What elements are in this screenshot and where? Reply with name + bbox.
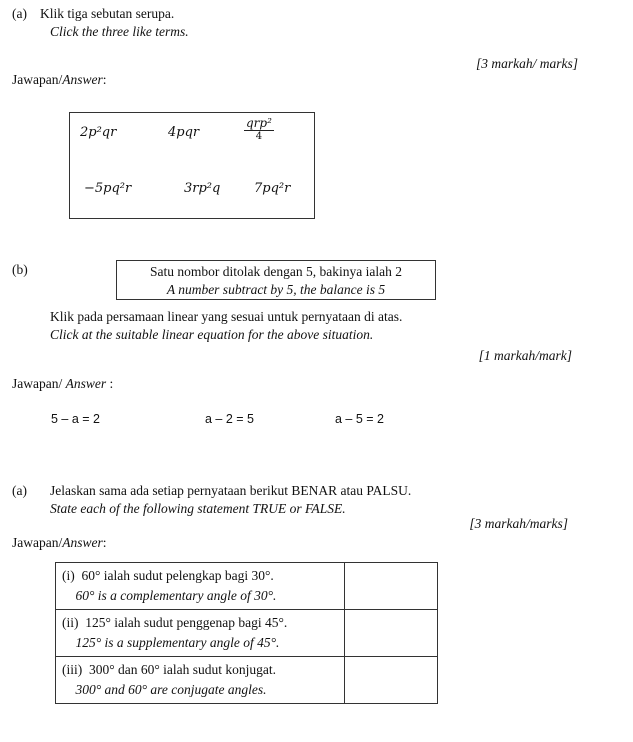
statement-en: 60° is a complementary angle of 30°. <box>75 588 277 603</box>
table-row <box>56 657 438 704</box>
term-option[interactable]: −5pq²r <box>84 181 132 196</box>
part-b-label: (b) <box>12 262 28 277</box>
statement-en: 300° and 60° are conjugate angles. <box>75 682 267 697</box>
equation-option[interactable]: a – 5 = 2 <box>335 412 384 426</box>
statement-box <box>116 260 436 300</box>
terms-box <box>69 112 315 219</box>
answer-cell[interactable] <box>345 610 438 657</box>
answer-label: Jawapan/ Answer : <box>12 376 114 391</box>
equation-option[interactable]: 5 – a = 2 <box>51 412 100 426</box>
statement-ms: 60° ialah sudut pelengkap bagi 30°. <box>81 568 274 583</box>
statement-ms: Satu nombor ditolak dengan 5, bakinya ialah 2 <box>150 264 402 279</box>
true-false-table <box>55 562 438 704</box>
part-a2-instruction-ms: Jelaskan sama ada setiap pernyataan berikut BENAR atau PALSU. <box>50 483 412 498</box>
answer-label: Jawapan/Answer: <box>12 72 107 87</box>
statement-number: (ii) <box>62 615 79 630</box>
statement-en: 125° is a supplementary angle of 45°. <box>75 635 280 650</box>
equation-option[interactable]: a – 2 = 5 <box>205 412 254 426</box>
statement-number: (i) <box>62 568 75 583</box>
part-a-instruction-ms: Klik tiga sebutan serupa. <box>40 6 175 21</box>
part-a-marks: [3 markah/ marks] <box>475 56 578 71</box>
part-a2-label: (a) <box>12 483 27 498</box>
answer-cell[interactable] <box>345 563 438 610</box>
statement-ms: 300° dan 60° ialah sudut konjugat. <box>89 662 277 677</box>
part-a-label: (a) <box>12 6 27 21</box>
term-option[interactable]: 7pq²r <box>254 181 291 196</box>
term-option-fraction[interactable]: $\frac{\text{qrp²}}{4}$ <box>246 116 272 142</box>
table-row <box>56 610 438 657</box>
part-b-instruction-en: Click at the suitable linear equation for the above situation. <box>50 327 374 342</box>
part-a-instruction-en: Click the three like terms. <box>50 24 189 39</box>
term-option[interactable]: 3rp²q <box>184 181 221 196</box>
term-option[interactable]: 2p²qr <box>80 125 117 140</box>
part-a2-marks: [3 markah/marks] <box>469 516 568 531</box>
answer-cell[interactable] <box>345 657 438 704</box>
statement-number: (iii) <box>62 662 83 677</box>
statement-ms: 125° ialah sudut penggenap bagi 45°. <box>85 615 288 630</box>
statement-en: A number subtract by 5, the balance is 5 <box>166 282 386 297</box>
answer-label: Jawapan/Answer: <box>12 535 107 550</box>
term-option[interactable]: 4pqr <box>168 125 200 140</box>
table-row <box>56 563 438 610</box>
part-a2-instruction-en: State each of the following statement TRUE or FALSE. <box>50 501 346 516</box>
part-b-instruction-ms: Klik pada persamaan linear yang sesuai untuk pernyataan di atas. <box>50 309 403 324</box>
part-b-marks: [1 markah/mark] <box>478 348 572 363</box>
